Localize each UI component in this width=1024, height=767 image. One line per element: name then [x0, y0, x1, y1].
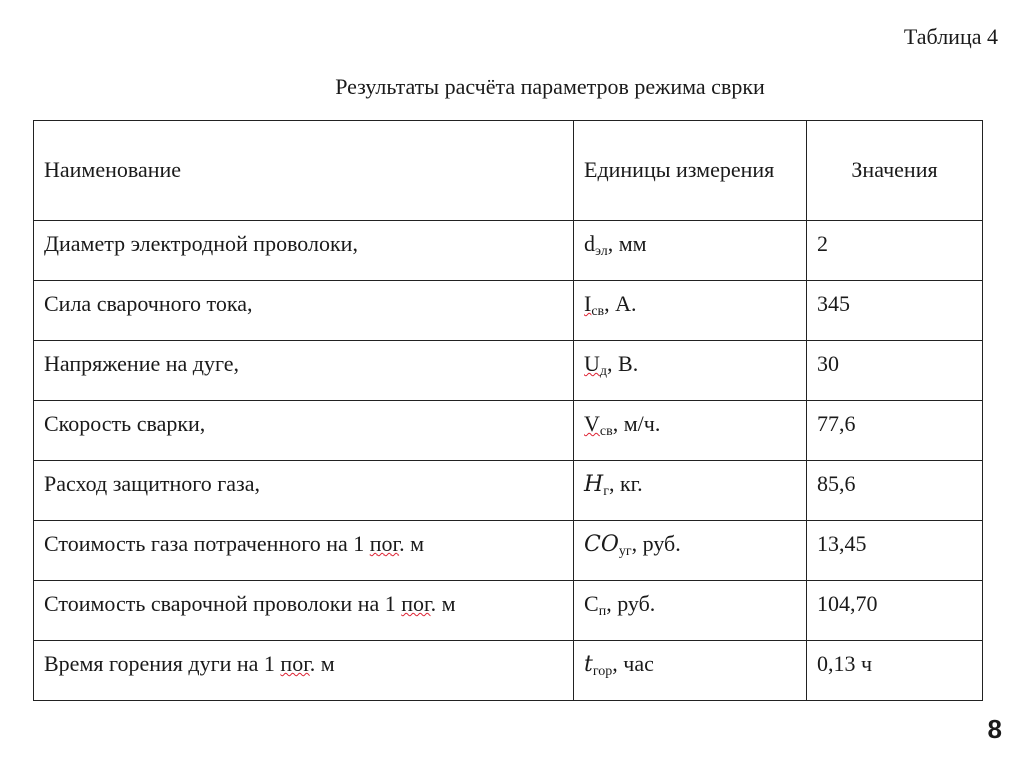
- row-name: Расход защитного газа,: [34, 461, 574, 521]
- unit-suffix: , час: [612, 651, 654, 676]
- unit-suffix: , А.: [604, 291, 637, 316]
- unit-symbol: $U_д$: [584, 351, 608, 379]
- unit-symbol: t: [584, 652, 593, 677]
- unit-symbol: H: [584, 472, 604, 497]
- unit-subscript: эл: [595, 244, 608, 259]
- header-values: Значения: [807, 121, 983, 221]
- unit-symbol: С: [584, 591, 599, 616]
- row-value: 13,45: [807, 521, 983, 581]
- table-row: [34, 221, 983, 281]
- row-value: 77,6: [807, 401, 983, 461]
- unit-symbol: $V_{св}$: [584, 411, 613, 439]
- results-table: [33, 120, 983, 701]
- unit-suffix: , м/ч.: [612, 411, 661, 436]
- row-name: Скорость сварки,: [34, 401, 574, 461]
- table-row: [34, 461, 983, 521]
- header-units: Единицы измерения: [574, 121, 807, 221]
- row-value: 104,70: [807, 581, 983, 641]
- table-row: [34, 281, 983, 341]
- page-number: 8: [987, 714, 1002, 744]
- unit-symbol: $I_{св}$: [584, 291, 605, 319]
- row-value: 0,13 ч: [807, 641, 983, 701]
- row-value: 345: [807, 281, 983, 341]
- table-caption: Таблица 4: [903, 24, 998, 49]
- row-unit: [574, 461, 807, 521]
- unit-symbol: d: [584, 231, 595, 256]
- row-unit: [574, 401, 807, 461]
- table-header-row: [34, 121, 983, 221]
- row-unit: [574, 281, 807, 341]
- unit-subscript: п: [598, 604, 607, 619]
- row-name: Стоимость сварочной проволоки на 1 пог. м: [34, 581, 574, 641]
- row-unit: [574, 221, 807, 281]
- row-name: Время горения дуги на 1 пог. м: [34, 641, 574, 701]
- unit-suffix: , В.: [607, 351, 639, 376]
- table-row: [34, 521, 983, 581]
- unit-subscript: св: [591, 304, 605, 319]
- unit-symbol: CO: [584, 532, 619, 557]
- row-unit: [574, 341, 807, 401]
- unit-suffix: , руб.: [631, 531, 681, 556]
- row-value: 2: [807, 221, 983, 281]
- unit-subscript: св: [599, 424, 613, 439]
- table-row: [34, 641, 983, 701]
- header-name: Наименование: [34, 121, 574, 221]
- row-name: Сила сварочного тока,: [34, 281, 574, 341]
- unit-suffix: , руб.: [606, 591, 656, 616]
- unit-suffix: , мм: [607, 231, 647, 256]
- unit-subscript: г: [603, 484, 609, 499]
- unit-subscript: уг: [618, 544, 632, 559]
- row-value: 30: [807, 341, 983, 401]
- row-name: Стоимость газа потраченного на 1 пог. м: [34, 521, 574, 581]
- table-title: Результаты расчёта параметров режима сврки: [335, 74, 765, 99]
- table-row: [34, 341, 983, 401]
- table-row: [34, 401, 983, 461]
- unit-subscript: гор: [592, 664, 613, 679]
- row-unit: [574, 641, 807, 701]
- unit-subscript: д: [599, 364, 608, 379]
- unit-suffix: , кг.: [608, 471, 643, 496]
- table-row: [34, 581, 983, 641]
- row-unit: [574, 521, 807, 581]
- row-name: Диаметр электродной проволоки,: [34, 221, 574, 281]
- row-unit: [574, 581, 807, 641]
- row-value: 85,6: [807, 461, 983, 521]
- row-name: Напряжение на дуге,: [34, 341, 574, 401]
